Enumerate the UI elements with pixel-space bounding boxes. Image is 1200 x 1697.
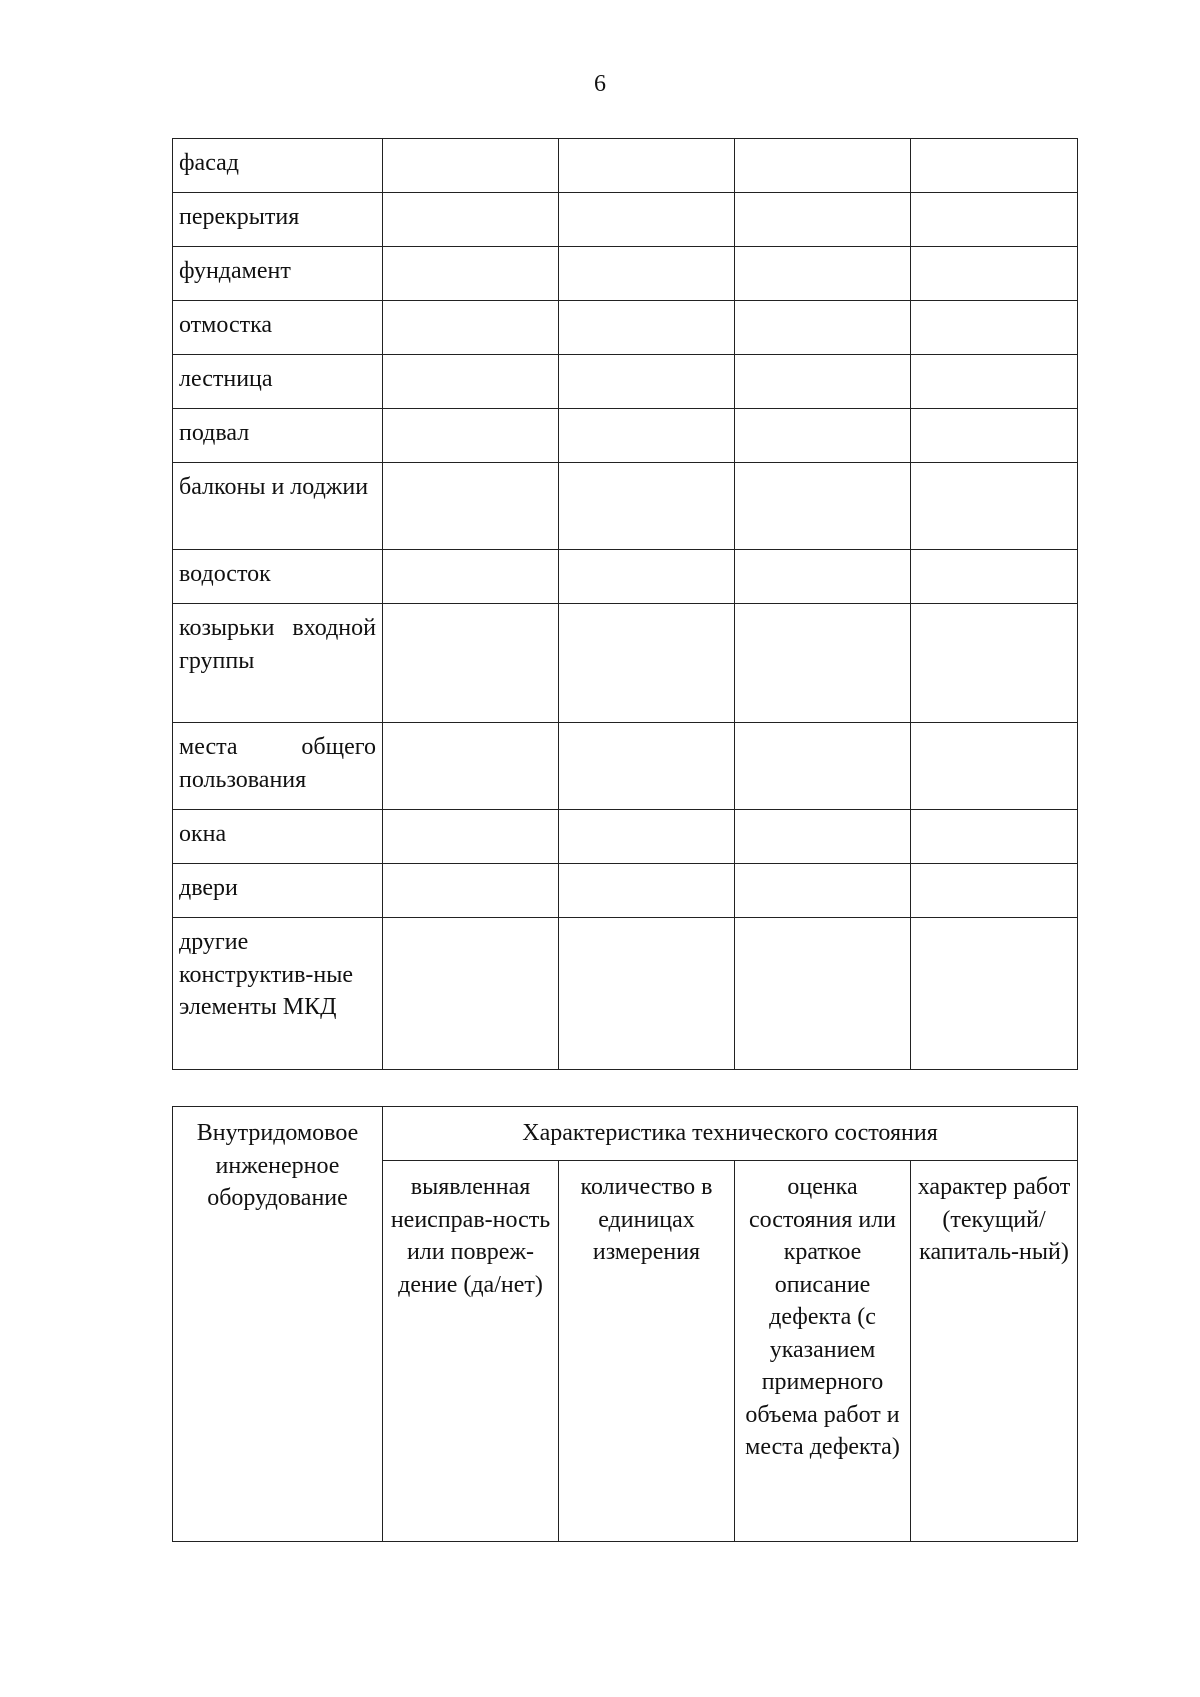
table-cell — [735, 810, 911, 864]
table-cell — [911, 409, 1078, 463]
table-cell — [911, 193, 1078, 247]
table-cell — [559, 604, 735, 723]
table-cell — [911, 139, 1078, 193]
table-cell — [911, 355, 1078, 409]
table-cell — [559, 723, 735, 810]
table-cell — [735, 193, 911, 247]
table-cell — [735, 301, 911, 355]
table-cell — [735, 604, 911, 723]
table-cell — [383, 193, 559, 247]
table-header-row — [173, 1107, 1078, 1161]
table-cell — [383, 810, 559, 864]
table-cell — [559, 810, 735, 864]
engineering-equipment-table — [172, 1106, 1078, 1542]
table-cell — [911, 810, 1078, 864]
table-cell — [911, 918, 1078, 1070]
table-cell — [911, 550, 1078, 604]
table-cell — [735, 247, 911, 301]
equipment-row-header: Внутридомовое инженерное оборудование — [173, 1107, 383, 1542]
table-cell — [383, 301, 559, 355]
structural-elements-table — [172, 138, 1078, 1070]
row-label: балконы и лоджии — [173, 463, 383, 550]
table-row — [173, 301, 1078, 355]
table-row — [173, 463, 1078, 550]
table-cell — [559, 463, 735, 550]
column-header: характер работ (текущий/ капиталь-ный) — [911, 1161, 1078, 1542]
table-cell — [911, 301, 1078, 355]
table-cell — [735, 864, 911, 918]
row-label: места общего пользования — [173, 723, 383, 810]
table-cell — [911, 864, 1078, 918]
table-cell — [559, 918, 735, 1070]
table-cell — [559, 247, 735, 301]
column-header: выявленная неисправ-ность или повреж-дение (да/нет) — [383, 1161, 559, 1542]
table-cell — [911, 604, 1078, 723]
column-header: оценка состояния или краткое описание дефекта (с указанием примерного объема работ и места дефекта) — [735, 1161, 911, 1542]
table-row — [173, 604, 1078, 723]
page-number: 6 — [594, 71, 606, 97]
row-label: окна — [173, 810, 383, 864]
table-row — [173, 723, 1078, 810]
table-cell — [383, 463, 559, 550]
row-label: двери — [173, 864, 383, 918]
table-row — [173, 550, 1078, 604]
row-label: подвал — [173, 409, 383, 463]
table-cell — [559, 550, 735, 604]
table-cell — [735, 139, 911, 193]
table-cell — [383, 355, 559, 409]
table-row — [173, 193, 1078, 247]
column-header: количество в единицах измерения — [559, 1161, 735, 1542]
row-label: водосток — [173, 550, 383, 604]
table-row — [173, 355, 1078, 409]
table-cell — [735, 355, 911, 409]
table-cell — [383, 409, 559, 463]
row-label: другие конструктив-ные элементы МКД — [173, 918, 383, 1070]
table-cell — [383, 604, 559, 723]
table-row — [173, 810, 1078, 864]
table-row — [173, 409, 1078, 463]
table-row — [173, 139, 1078, 193]
table-cell — [559, 864, 735, 918]
table-cell — [911, 463, 1078, 550]
table-cell — [383, 723, 559, 810]
row-label: лестница — [173, 355, 383, 409]
table-cell — [559, 409, 735, 463]
row-label: козырьки входной группы — [173, 604, 383, 723]
table-cell — [735, 409, 911, 463]
row-label: фундамент — [173, 247, 383, 301]
table-cell — [383, 864, 559, 918]
table-row — [173, 918, 1078, 1070]
table-cell — [735, 918, 911, 1070]
row-label: отмостка — [173, 301, 383, 355]
table-cell — [735, 723, 911, 810]
table-cell — [735, 550, 911, 604]
table-cell — [559, 139, 735, 193]
table-cell — [735, 463, 911, 550]
table-cell — [559, 355, 735, 409]
row-label: фасад — [173, 139, 383, 193]
technical-condition-header: Характеристика технического состояния — [383, 1107, 1078, 1161]
row-label: перекрытия — [173, 193, 383, 247]
table-cell — [559, 301, 735, 355]
table-row — [173, 864, 1078, 918]
table-cell — [383, 550, 559, 604]
table-cell — [911, 723, 1078, 810]
table-cell — [383, 918, 559, 1070]
table-row — [173, 247, 1078, 301]
table-cell — [559, 193, 735, 247]
table-cell — [383, 247, 559, 301]
table-cell — [911, 247, 1078, 301]
table-cell — [383, 139, 559, 193]
